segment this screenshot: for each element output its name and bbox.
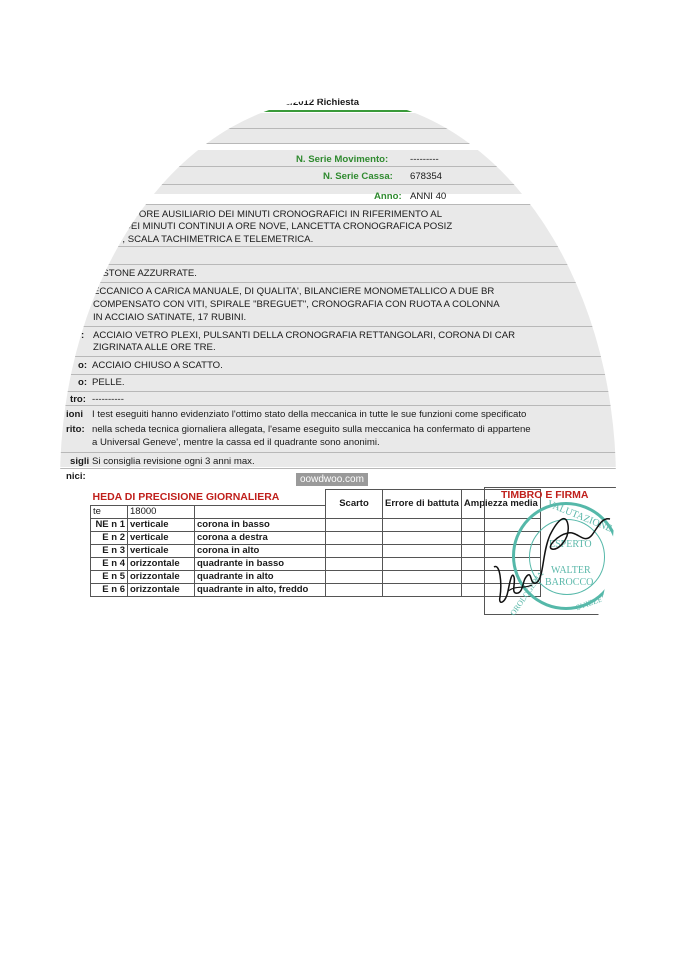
row-orient: verticale (128, 518, 195, 531)
cell (326, 570, 383, 583)
row-divider (60, 452, 616, 453)
anno-label: Anno: (374, 191, 402, 202)
col-errore: Errore di battuta (383, 490, 462, 519)
cell (383, 518, 462, 531)
field-line: PELLE. (92, 377, 125, 388)
oval-crop (60, 98, 616, 864)
serie-movimento-label: N. Serie Movimento: (296, 154, 389, 165)
anno-value: ANNI 40 (410, 191, 447, 202)
stamp-line1: ESPERTO (549, 539, 592, 550)
timbro-title: TIMBRO E FIRMA (501, 489, 589, 501)
signature (488, 505, 616, 610)
row-orient: orizzontale (128, 570, 195, 583)
field-line: 45, DEI MINUTI CONTINUI A ORE NOVE, LANCETTA CRONOGRAFICA POSIZ (108, 221, 453, 232)
row-divider (60, 326, 616, 327)
row-divider (60, 128, 616, 129)
cell (383, 544, 462, 557)
row-desc: quadrante in alto (195, 570, 326, 583)
row-divider (60, 184, 616, 185)
watermark: oowdwoo.com (296, 473, 368, 486)
row-divider (60, 282, 616, 283)
table-row (91, 583, 541, 596)
header-rule (60, 110, 616, 112)
field-label: : (81, 330, 85, 341)
row-divider (60, 264, 616, 265)
field-label: o: (78, 360, 88, 371)
row-divider (60, 166, 616, 167)
field-line: ACCIAIO VETRO PLEXI, PULSANTI DELLA CRONOGRAFIA RETTANGOLARI, CORONA DI CAR (93, 330, 516, 341)
cell (326, 583, 383, 596)
row-pos: E n 2 (91, 531, 128, 544)
cell (326, 531, 383, 544)
row-divider (60, 405, 616, 406)
serie-movimento-value: --------- (410, 154, 439, 165)
field-line: I test eseguiti hanno evidenziato l'ottimo stato della meccanica in tutte le sue funzioni come specificato (92, 409, 527, 420)
table-row (91, 570, 541, 583)
cell (383, 583, 462, 596)
field-line: COMPENSATO CON VITI, SPIRALE "BREGUET", CRONOGRAFIA CON RUOTA A COLONNA (93, 299, 500, 310)
field-label: nici: (66, 471, 86, 482)
blank-cell (195, 505, 326, 518)
row-desc: corona in basso (195, 518, 326, 531)
field-line: ZIGRINATA ALLE ORE TRE. (93, 342, 216, 353)
row-pos: E n 6 (91, 583, 128, 596)
row-pos: E n 4 (91, 557, 128, 570)
field-label: sigli (70, 456, 90, 467)
field-label: o: (78, 377, 88, 388)
row-desc: quadrante in alto, freddo (195, 583, 326, 596)
stamp-left-text: OROLOGERIA (508, 569, 546, 618)
field-line: nella scheda tecnica giornaliera allegata, l'esame eseguito sulla meccanica ha confermato di appartene (92, 424, 531, 435)
row-pos: E n 3 (91, 544, 128, 557)
cell (326, 544, 383, 557)
cell (383, 531, 462, 544)
row-orient: orizzontale (128, 583, 195, 596)
field-line: ---------- (92, 394, 124, 405)
row-orient: verticale (128, 531, 195, 544)
serie-cassa-value: 678354 (410, 171, 443, 182)
header-fragment: el 20/05/2012 Richiesta (256, 98, 359, 108)
scheda-title: HEDA DI PRECISIONE GIORNALIERA (92, 491, 280, 503)
field-line: ASTONE AZZURRATE. (96, 268, 197, 279)
field-line: Si consiglia revisione ogni 3 anni max. (92, 456, 255, 467)
row-divider (60, 246, 616, 247)
stamp-bottom-text: SVIZZERA (574, 590, 615, 613)
field-line: IN ACCIAIO SATINATE, 17 RUBINI. (93, 312, 247, 323)
field-line: ECCANICO A CARICA MANUALE, DI QUALITA', BILANCIERE MONOMETALLICO A DUE BR (93, 286, 495, 297)
alt-label: te (91, 505, 128, 518)
field-line: a Universal Geneve', mentre la cassa ed il quadrante sono anonimi. (92, 437, 380, 448)
cell (326, 557, 383, 570)
field-line: ACCIAIO CHIUSO A SCATTO. (92, 360, 223, 371)
row-desc: quadrante in basso (195, 557, 326, 570)
field-line: ONTATORE AUSILIARIO DEI MINUTI CRONOGRAFICI IN RIFERIMENTO AL (108, 209, 443, 220)
col-scarto: Scarto (326, 490, 383, 519)
cell (383, 557, 462, 570)
col-ampiezza: Ampiezza media (461, 490, 540, 519)
row-desc: corona in alto (195, 544, 326, 557)
table-row (91, 518, 541, 531)
precision-table (90, 489, 541, 597)
row-orient: orizzontale (128, 557, 195, 570)
table-row (91, 531, 541, 544)
cell (326, 518, 383, 531)
certificate-sheet (60, 98, 616, 864)
field-label: rito: (66, 424, 85, 435)
field-label: tro: (70, 394, 86, 405)
row-pos: NE n 1 (91, 518, 128, 531)
row-orient: verticale (128, 544, 195, 557)
scheda-title-cell (91, 490, 326, 506)
row-desc: corona a destra (195, 531, 326, 544)
row-divider (60, 204, 616, 205)
table-row (91, 544, 541, 557)
row-divider (60, 143, 616, 144)
serie-cassa-label: N. Serie Cassa: (323, 171, 393, 182)
row-divider (60, 391, 616, 392)
stamp-line2: WALTER (551, 565, 591, 576)
table-row (91, 557, 541, 570)
field-line: BI. (92, 251, 104, 262)
stamp-top-text: VALUTAZIONE (545, 498, 614, 535)
field-label: ioni (66, 409, 84, 420)
row-divider (60, 374, 616, 375)
row-divider (60, 468, 616, 469)
cell (383, 570, 462, 583)
field-line: RO, SCALA TACHIMETRICA E TELEMETRICA. (108, 234, 314, 245)
stamp-line3: BAROCCO (545, 577, 594, 588)
alt-value: 18000 (128, 505, 195, 518)
row-pos: E n 5 (91, 570, 128, 583)
row-divider (60, 356, 616, 357)
